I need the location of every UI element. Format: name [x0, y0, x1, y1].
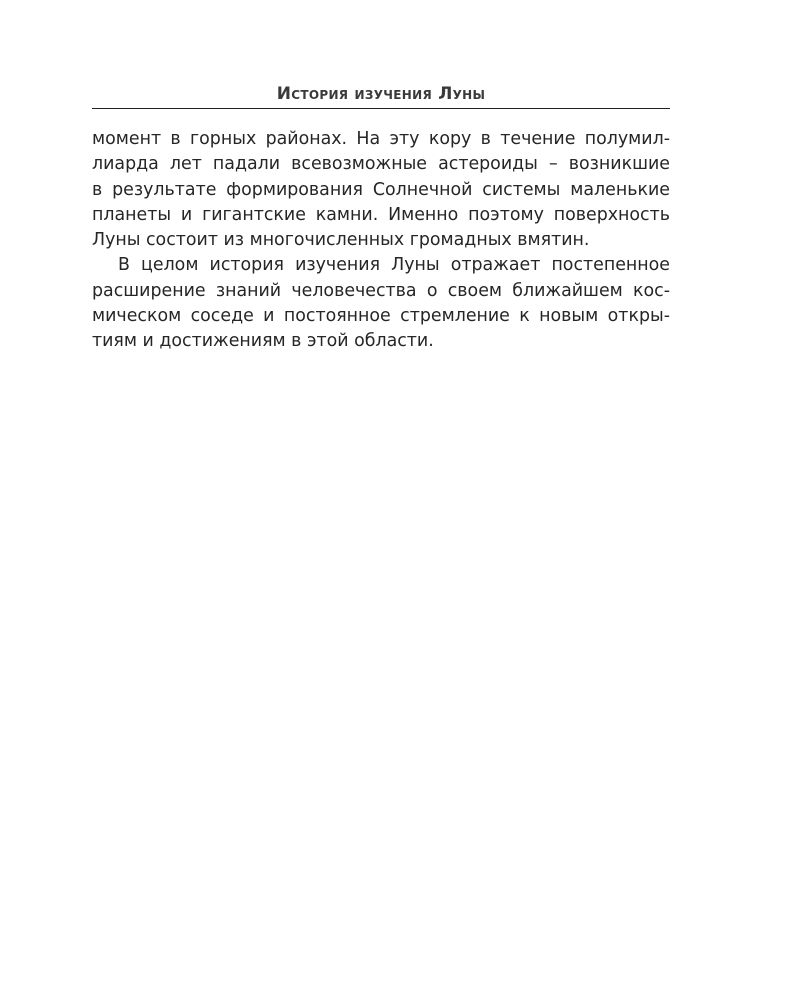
text-line: тиям и достижениям в этой области. — [92, 331, 434, 352]
text-line: мическом соседе и постоянное стремление к новым откры- — [92, 306, 670, 327]
text-line: В целом история изучения Луны отражает постепенное — [118, 255, 670, 276]
text-line: планеты и гигантские камни. Именно поэтому поверхность — [92, 204, 670, 225]
text-line: лиарда лет падали всевозможные астероиды – возникшие — [92, 154, 670, 175]
text-line: момент в горных районах. На эту кору в течение полумил- — [92, 129, 670, 149]
text-line: в результате формирования Солнечной системы маленькие — [92, 179, 670, 200]
body-text — [92, 127, 670, 355]
paragraph-1 — [92, 127, 670, 253]
paragraph-2 — [92, 253, 670, 354]
text-line: Луны состоит из многочисленных громадных вмятин. — [92, 230, 590, 251]
text-line: расширение знаний человечества о своем ближайшем кос- — [92, 280, 670, 301]
header-rule — [92, 108, 670, 109]
running-header: История изучения Луны — [276, 84, 486, 104]
